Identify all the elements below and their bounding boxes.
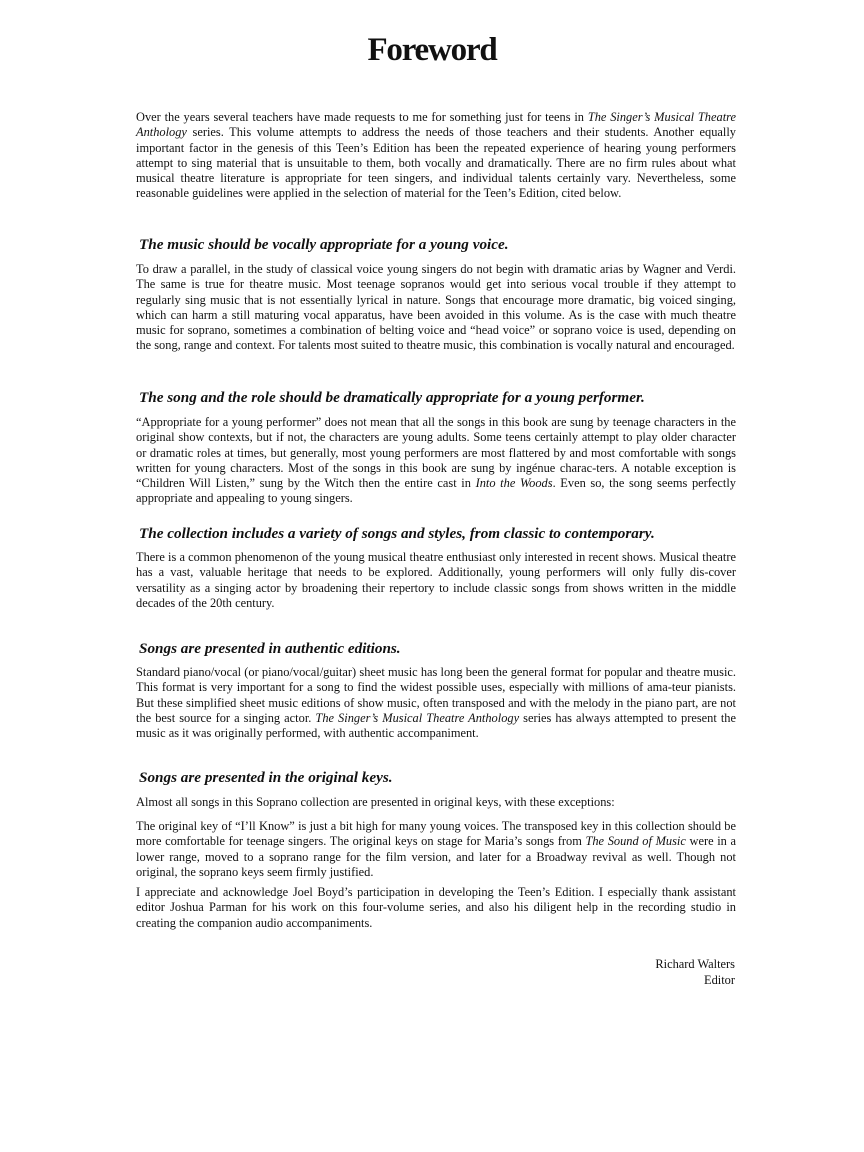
acknowledgement-paragraph: I appreciate and acknowledge Joel Boyd’s participation in developing the Teen’s Edition. I especially thank assistant editor Joshua Parman for his work on this four-volume series, and also his diligent help in the recording studio in creating the companion audio accompaniments. <box>136 885 736 930</box>
keys-note-text: The original key of “I’ll Know” is just a bit high for many young voices. The transposed key in this collection should be more comfortable for teenage singers. The original keys on stage for Maria’s songs from <box>136 819 736 849</box>
section-body-authentic <box>136 665 736 741</box>
show-title-into-the-woods: Into the Woods <box>475 476 553 491</box>
section-heading-variety: The collection includes a variety of songs and styles, from classic to contemporary. <box>139 525 655 542</box>
section-body-dramatic-rest: . Even so, the song seems perfectly appropriate and appealing to young singers. <box>136 476 736 506</box>
intro-text-rest: series. This volume attempts to address the needs of those teachers and their students. Another equally important factor in the genesis of this Teen’s Edition has been the repeated experience of hearing young performers attempt to sing material that is unsuitable to them, both vocally and dramatically. There are no firm rules about what musical theatre literature is appropriate for teen singers, and individual talents certainly vary. Nevertheless, some reasonable guidelines were applied in the selection of material for the Teen’s Edition, cited below. <box>136 125 736 201</box>
section-heading-authentic: Songs are presented in authentic editions. <box>139 640 401 657</box>
section-body-keys: Almost all songs in this Soprano collection are presented in original keys, with these exceptions: <box>136 795 615 809</box>
show-title-sound-of-music: The Sound of Music <box>585 834 686 849</box>
section-body-authentic-text: Standard piano/vocal (or piano/vocal/guitar) sheet music has long been the general format for popular and theatre music. This format is very important for a song to find the widest possible uses, especially with millions of ama-teur pianists. But these simplified sheet music editions of show music, often transposed and with the melody in the piano part, are not the best source for a singing actor. <box>136 665 736 725</box>
signature-block <box>435 957 735 988</box>
signature-name: Richard Walters <box>655 957 735 971</box>
keys-note-rest: were in a lower range, moved to a soprano range for the film version, and later for a Broadway revival as well. Though not original, the soprano keys seem firmly justified. <box>136 834 736 879</box>
section-body-dramatic <box>136 415 736 507</box>
anthology-series-title: The Singer’s Musical Theatre Anthology <box>315 710 520 725</box>
section-body-vocal: To draw a parallel, in the study of classical voice young singers do not begin with dramatic arias by Wagner and Verdi. The same is true for theatre music. Most teenage sopranos would get into serious vocal trouble if they attempt to regularly sing music that is not essentially lyrical in nature. Songs that encourage more dramatic, big voiced singing, which can harm a still maturing vocal apparatus, have been avoided in this volume. As is the case with much theatre music for soprano, sometimes a combination of belting voice and “head voice” or soprano voice is used, depending on the song, range and context. For talents most suited to theatre music, this combination is vocally natural and encouraged. <box>136 262 736 353</box>
section-heading-vocal: The music should be vocally appropriate for a young voice. <box>139 236 509 253</box>
section-heading-keys: Songs are presented in the original keys. <box>139 769 393 786</box>
keys-note-paragraph <box>136 819 736 880</box>
section-body-variety: There is a common phenomenon of the young musical theatre enthusiast only interested in recent shows. Musical theatre has a vast, valuable heritage that needs to be explored. Additionally, young performers will only fully dis-cover versatility as a singing actor by broadening their repertory to include classic songs from shows written in the middle decades of the 20th century. <box>136 550 736 610</box>
section-body-authentic-rest: series has always attempted to present the music as it was originally performed, with authentic accompaniment. <box>136 710 737 741</box>
intro-text: Over the years several teachers have made requests to me for something just for teens in <box>136 110 588 124</box>
section-body-dramatic-text: “Appropriate for a young performer” does not mean that all the songs in this book are sung by teenage characters in the original show contexts, but if not, the characters are young adults. Some teens certainly attempt to play older character or dramatic roles at times, but generally, most young performers are most flattered by and most comfortable with songs written for young characters. Most of the songs in this book are sung by ingénue charac-ters. A notable exception is “Children Will Listen,” sung by the Witch then the entire cast in <box>136 415 736 491</box>
intro-paragraph <box>136 110 736 202</box>
intro-series-title: The Singer’s Musical Theatre Anthology <box>136 110 736 140</box>
section-heading-dramatic: The song and the role should be dramatically appropriate for a young performer. <box>139 389 645 406</box>
page-title: Foreword <box>367 32 497 68</box>
signature-role: Editor <box>704 972 735 987</box>
